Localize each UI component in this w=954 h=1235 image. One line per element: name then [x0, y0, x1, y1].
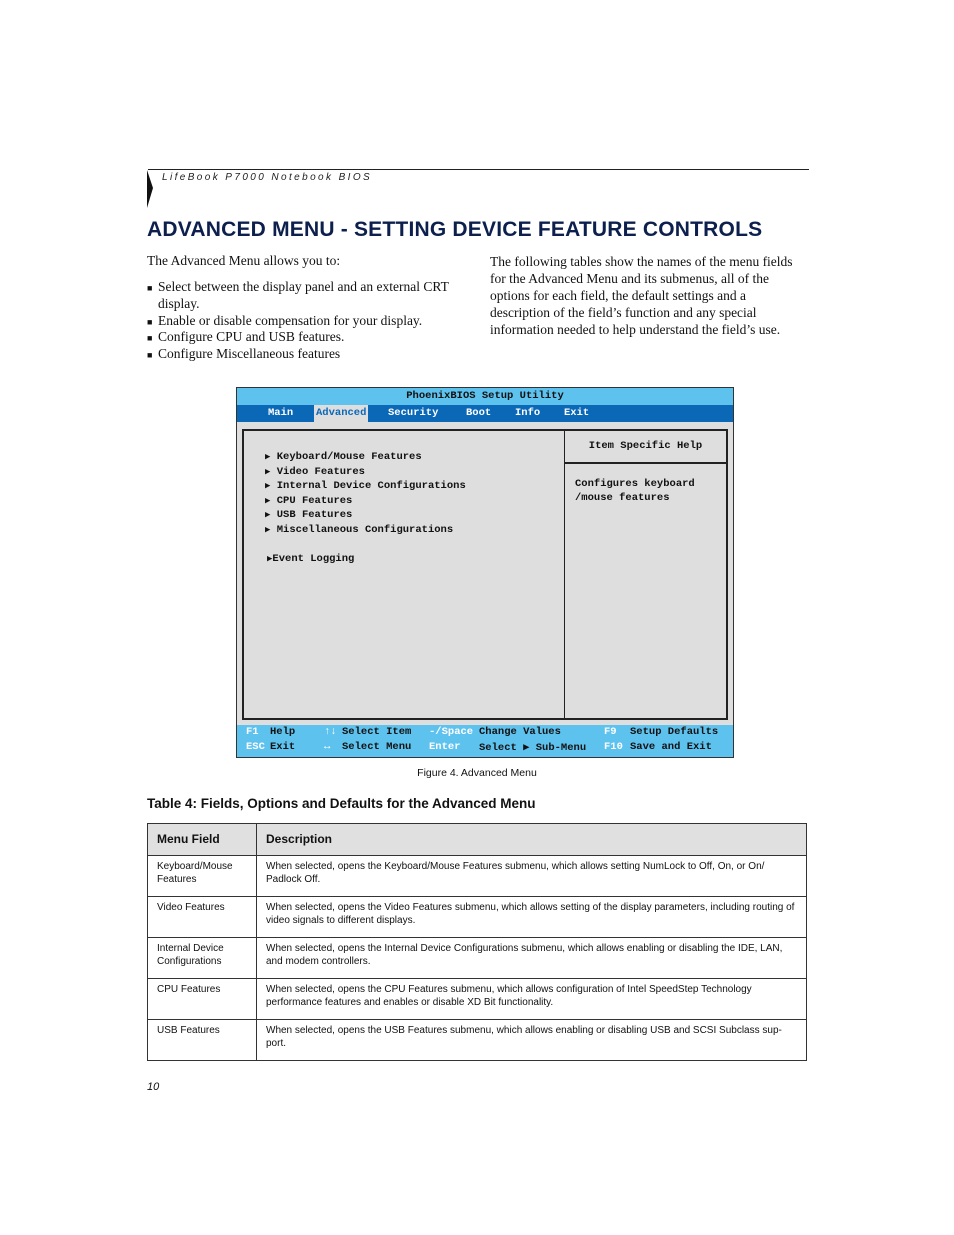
list-item: ■ Select between the display panel and an external CRT display. [147, 279, 449, 311]
triangle-right-icon: ▶ [265, 510, 271, 520]
bios-item-video[interactable]: ▶ Video Features [265, 466, 365, 478]
leftright-arrow-icon: ↔ [324, 741, 331, 753]
key-desc: Help [270, 726, 296, 738]
bullet-icon: ■ [147, 333, 153, 344]
table-row [148, 897, 807, 938]
bios-menu-bar [237, 405, 733, 422]
table-row [148, 979, 807, 1020]
feature-list [147, 279, 465, 363]
table-row [148, 1020, 807, 1061]
page-title-text: ADVANCED MENU - SETTING DEVICE FEATURE CONTROLS [147, 218, 763, 241]
bios-item-panel [242, 429, 565, 720]
bios-key-legend [237, 725, 733, 757]
key-esc: ESC [246, 741, 265, 753]
bios-item-keyboard-mouse[interactable]: ▶ Keyboard/Mouse Features [265, 451, 422, 463]
menu-info[interactable]: Info [515, 407, 541, 419]
key-desc: Select ▶ Sub-Menu [479, 742, 587, 754]
triangle-right-icon: ▶ [265, 525, 271, 535]
menu-field-cell: Internal Device Configurations [148, 938, 257, 979]
bios-item-usb[interactable]: ▶ USB Features [265, 509, 353, 521]
menu-boot[interactable]: Boot [466, 407, 492, 419]
bios-item-internal-device[interactable]: ▶ Internal Device Configurations [265, 480, 466, 492]
menu-security[interactable]: Security [388, 407, 439, 419]
column-header: Menu Field [148, 824, 257, 856]
table-row [148, 856, 807, 897]
description-cell: When selected, opens the CPU Features submenu, which allows configuration of Intel SpeedStep Technology performance features and enables or disable XD Bit functionality. [257, 979, 807, 1020]
key-f1: F1 [246, 726, 259, 738]
description-cell: When selected, opens the USB Features submenu, which allows enabling or disabling USB and SCSI Subclass sup-port. [257, 1020, 807, 1061]
header-rule [148, 169, 809, 170]
key-desc: Exit [270, 741, 296, 753]
updown-arrow-icon: ↑↓ [324, 726, 337, 738]
description-paragraph: The following tables show the names of the menu fields for the Advanced Menu and its submenus, all of the options for each field, the default settings and a description of the field’s function and any special information needed to help understand the field’s use. [490, 254, 793, 337]
help-title: Item Specific Help [565, 431, 726, 464]
advanced-menu-table [147, 823, 807, 1061]
help-text: Configures keyboard /mouse features [575, 478, 695, 504]
bios-item-cpu[interactable]: ▶ CPU Features [265, 495, 353, 507]
running-header: LifeBook P7000 Notebook BIOS [162, 172, 373, 183]
menu-exit[interactable]: Exit [564, 407, 590, 419]
menu-advanced[interactable]: Advanced [314, 405, 368, 422]
key-f9: F9 [604, 726, 617, 738]
menu-field-cell: Video Features [148, 897, 257, 938]
key-desc: Setup Defaults [630, 726, 719, 738]
bios-title-bar: PhoenixBIOS Setup Utility [237, 388, 733, 405]
triangle-right-icon: ▶ [265, 452, 271, 462]
list-item: ■ Enable or disable compensation for your display. [147, 313, 465, 330]
list-item: ■ Configure CPU and USB features. [147, 329, 465, 346]
menu-field-cell: USB Features [148, 1020, 257, 1061]
key-enter: Enter [429, 741, 461, 753]
bios-item-event-logging[interactable]: ▶Event Logging [267, 553, 355, 565]
table-header-row [148, 824, 807, 856]
table-title: Table 4: Fields, Options and Defaults for the Advanced Menu [147, 796, 536, 811]
triangle-right-icon: ▶ [265, 496, 271, 506]
column-header: Description [257, 824, 807, 856]
key-space: -/Space [429, 726, 474, 738]
triangle-right-icon: ▶ [267, 554, 273, 564]
page-number: 10 [147, 1081, 160, 1093]
bullet-icon: ■ [147, 283, 153, 293]
menu-field-cell: CPU Features [148, 979, 257, 1020]
triangle-right-icon: ▶ [265, 467, 271, 477]
page-title [147, 218, 762, 242]
triangle-right-icon: ▶ [265, 481, 271, 491]
list-item: ■ Configure Miscellaneous features [147, 346, 465, 363]
bios-item-misc[interactable]: ▶ Miscellaneous Configurations [265, 524, 454, 536]
bios-screenshot [236, 387, 734, 758]
bullet-icon: ■ [147, 316, 153, 327]
description-cell: When selected, opens the Keyboard/Mouse Features submenu, which allows setting NumLock to Off, On, or On/ Padlock Off. [257, 856, 807, 897]
key-desc: Select Menu [342, 741, 412, 753]
bullet-icon: ■ [147, 350, 153, 361]
key-desc: Select Item [342, 726, 412, 738]
menu-field-cell: Keyboard/Mouse Features [148, 856, 257, 897]
description-cell: When selected, opens the Video Features submenu, which allows setting of the display parameters, including routing of video signals to different displays. [257, 897, 807, 938]
key-desc: Change Values [479, 726, 561, 738]
bios-help-panel [564, 429, 728, 720]
table-row [148, 938, 807, 979]
key-f10: F10 [604, 741, 623, 753]
key-desc: Save and Exit [630, 741, 712, 753]
description-cell: When selected, opens the Internal Device Configurations submenu, which allows enabling or disabling the IDE, LAN, and modem controllers. [257, 938, 807, 979]
menu-main[interactable]: Main [268, 407, 294, 419]
header-corner-mark [147, 170, 153, 208]
intro-text: The Advanced Menu allows you to: [147, 253, 341, 268]
figure-caption: Figure 4. Advanced Menu [417, 767, 537, 779]
